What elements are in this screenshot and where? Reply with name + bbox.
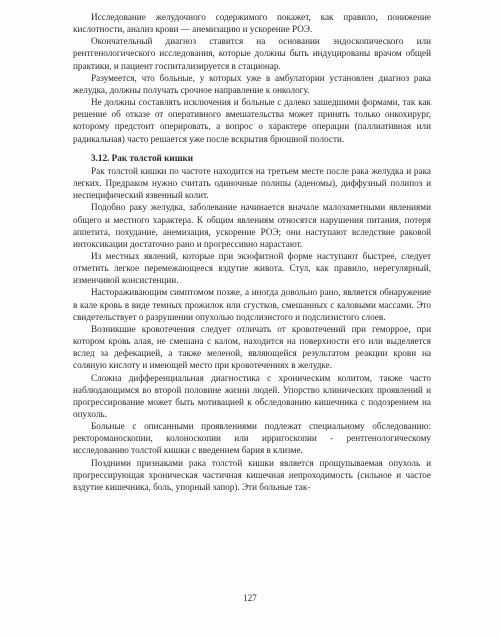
paragraph: Возникшие кровотечения следует отличать от кровотечений при геморрое, при котором кровь алая, не смешана с калом, находится на поверхности его или выделяется вслед за дефекацией, а также меленой, являющейся результатом реакции крови на соляную кислоту и имеющей место при кровотечениях в желудке. xyxy=(73,323,431,371)
paragraph: Больные с описанными проявлениями подлежат специальному обследованию: ректороманоскопии, колоноскопии или ирригоскопии - рентгенологическому исследованию толстой кишки с введением бария в клизме. xyxy=(73,421,431,456)
section-heading: 3.12. Рак толстой кишки xyxy=(91,152,194,163)
page-body xyxy=(73,11,431,493)
page-number: 127 xyxy=(243,593,257,603)
paragraph: Сложна дифференциальная диагностика с хроническим колитом, также часто наблюдающимся во второй половине жизни людей. Упорство клинических проявлений и прогрессирование может быть мотивацией к обследованию кишечника с подозрением на опухоль. xyxy=(73,372,431,419)
paragraph: Настораживающим симптомом позже, а иногда довольно рано, является обнаружение в кале кровь в виде темных прожилок или сгустков, смешанных с каловыми массами. Это свидетельствует о разрушении опухолью подслизистого и подслизистого слоев. xyxy=(73,287,431,322)
paragraph: Окончательный диагноз ставится на основании эндоскопического или рентгенологического исследования, которые должны быть индуцированы врачом общей практики, и пациент госпитализируется в стационар. xyxy=(73,36,431,71)
paragraph: Исследование желудочного содержимого покажет, как правило, понижение кислотности, анализ крови — анемизацию и ускорение РОЭ. xyxy=(73,12,431,35)
paragraph: Подобно раку желудка, заболевание начинается вначале малозаметными явлениями общего и местного характера. К общим явлениям относятся нарушения питания, потеря аппетита, похудание, анемизация, ускорение РОЭ; они наступают вследствие раковой интоксикации достаточно рано и прогрессивно нарастают. xyxy=(73,202,431,249)
paragraph: Не должны составлять исключения и больные с далеко зашедшими формами, так как решение об отказе от оперативного вмешательства может принять только онкохирург, которому предстоит оперировать, а вопрос о характере операции (паллиативная или радикальная) часто решается уже после вскрытия брюшной полости. xyxy=(73,97,431,144)
paragraph: Разумеется, что больные, у которых уже в амбулатории установлен диагноз рака желудка, должны получать срочное направление к онкологу. xyxy=(73,72,431,95)
paragraph: Рак толстой кишки по частоте находится на третьем месте после рака желудка и рака легких. Предраком нужно считать одиночные полипы (аденомы), диффузный полипоз и неспецифический язвенный колит. xyxy=(73,165,431,201)
paragraph: Поздними признаками рака толстой кишки является прощупываемая опухоль и прогрессирующая хроническая частичная кишечная непроходимость (сильное и частое вздутие кишечника, боль, упорный запор). Эти больные так- xyxy=(73,457,431,492)
paragraph: Из местных явлений, которые при экзофитной форме наступают быстрее, следует отметить легкое перемежающееся вздутие живота. Стул, как правило, нерегулярный, изменчивой консистенции. xyxy=(73,250,431,286)
